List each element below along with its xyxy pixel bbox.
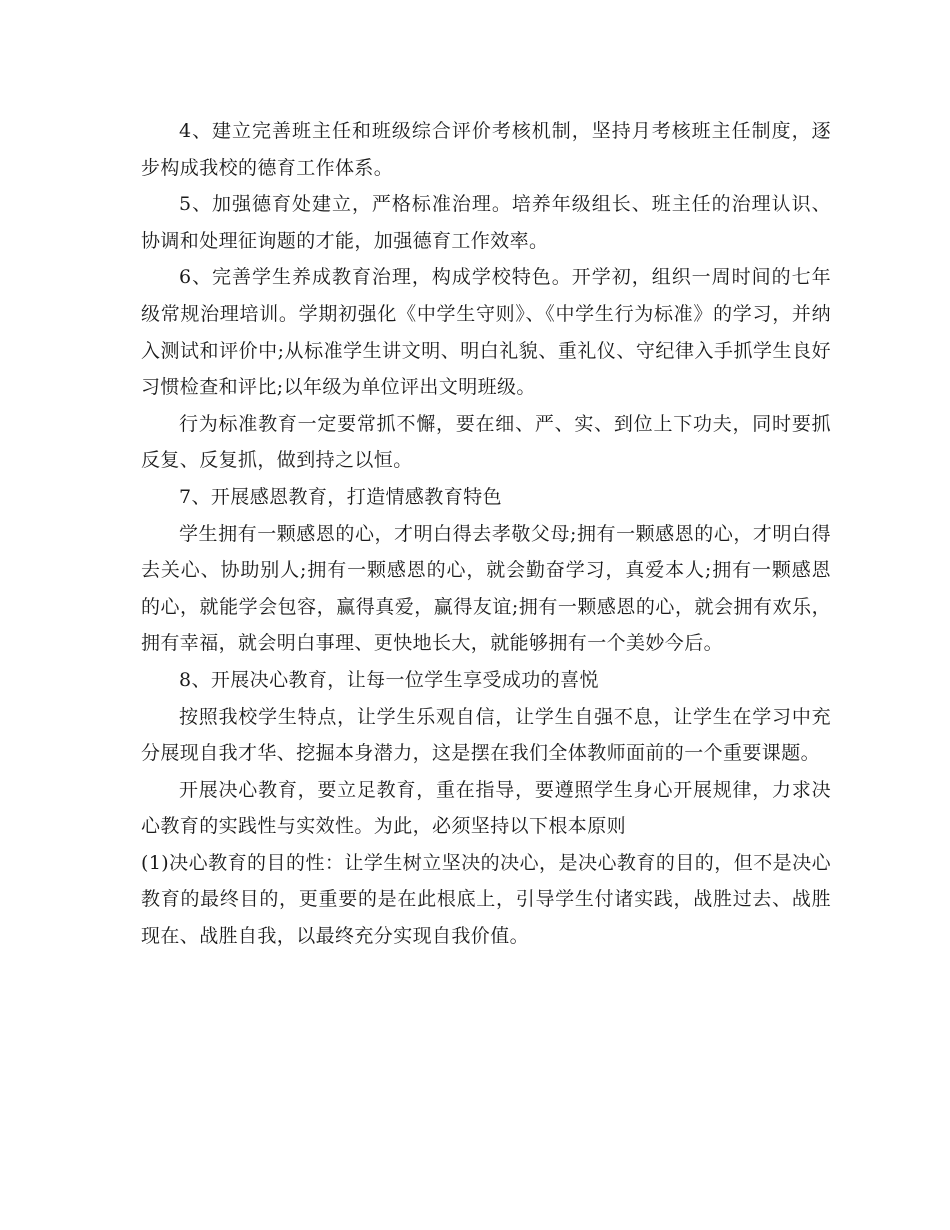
paragraph-item-7-heading: 7、开展感恩教育，打造情感教育特色 (179, 485, 502, 508)
paragraph-student-traits: 按照我校学生特点，让学生乐观自信，让学生自强不息，让学生在学习中充分展现自我才华、挖掘本身潜力，这是摆在我们全体教师面前的一个重要课题。 (141, 705, 831, 765)
paragraph-item-6: 6、完善学生养成教育治理，构成学校特色。开学初，组织一周时间的七年级常规治理培训。学期初强化《中学生守则》、《中学生行为标准》的学习，并纳入测试和评价中;从标准学生讲文明、明白礼貌、重礼仪、守纪律入手抓学生良好习惯检查和评比;以年级为单位评出文明班级。 (141, 266, 831, 399)
paragraph-gratitude: 学生拥有一颗感恩的心，才明白得去孝敬父母;拥有一颗感恩的心，才明白得去关心、协助别人;拥有一颗感恩的心，就会勤奋学习，真爱本人;拥有一颗感恩的心，就能学会包容，赢得真爱，赢得友谊;拥有一颗感恩的心，就会拥有欢乐，拥有幸福，就会明白事理、更快地长大，就能够拥有一个美妙今后。 (141, 522, 831, 655)
paragraph-item-4: 4、建立完善班主任和班级综合评价考核机制，坚持月考核班主任制度，逐步构成我校的德育工作体系。 (141, 120, 831, 179)
paragraph-item-5: 5、加强德育处建立，严格标准治理。培养年级组长、班主任的治理认识、协调和处理征询题的才能，加强德育工作效率。 (141, 193, 831, 252)
paragraph-behavior-standard: 行为标准教育一定要常抓不懈，要在细、严、实、到位上下功夫，同时要抓反复、反复抓，做到持之以恒。 (141, 412, 831, 472)
paragraph-principle-1: (1)决心教育的目的性：让学生树立坚决的决心，是决心教育的目的，但不是决心教育的最终目的，更重要的是在此根底上，引导学生付诸实践，战胜过去、战胜现在、战胜自我，以最终充分实现自我价值。 (141, 851, 831, 948)
paragraph-item-8-heading: 8、开展决心教育，让每一位学生享受成功的喜悦 (179, 668, 599, 691)
document-page (141, 113, 831, 955)
paragraph-resolve-education: 开展决心教育，要立足教育，重在指导，要遵照学生身心开展规律，力求决心教育的实践性与实效性。为此，必须坚持以下根本原则 (141, 778, 831, 838)
